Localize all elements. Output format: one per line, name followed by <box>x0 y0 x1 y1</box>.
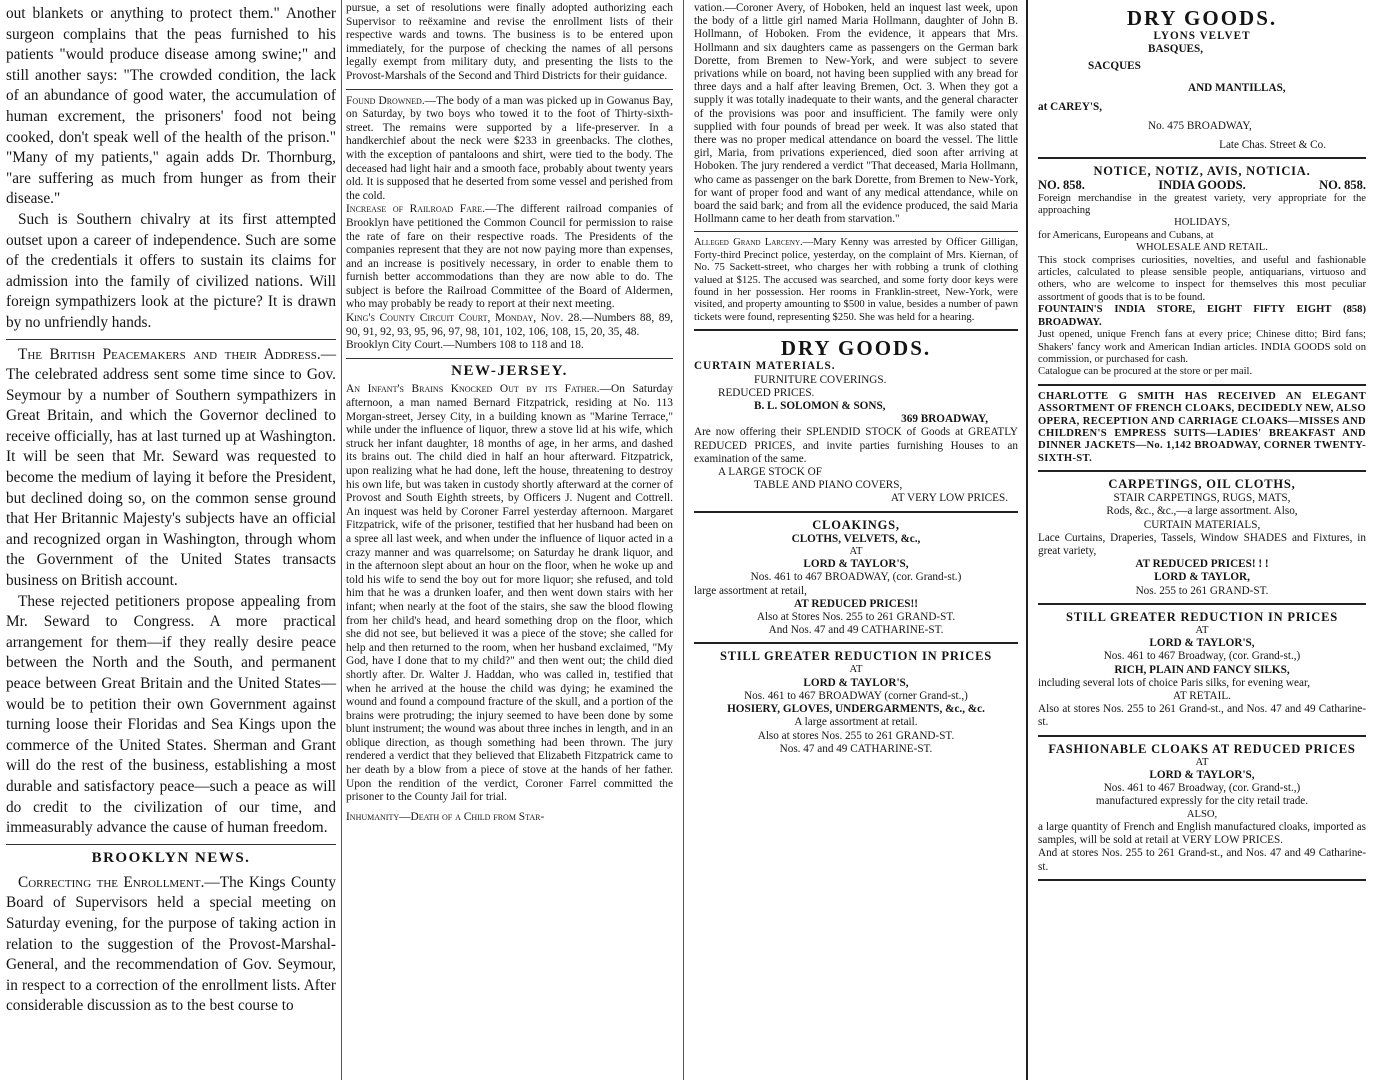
ad-line: This stock comprises curiosities, novelties, and useful and fashionable articles, calculated to please sensible people, antiquarians, virtuoso and others, who are welcome to inspect for themselves this most peculiar assortment of goods that is to be found. <box>1038 254 1366 303</box>
ad-line: FOUNTAIN'S INDIA STORE, EIGHT FIFTY EIGHT (858) BROADWAY. <box>1038 304 1366 328</box>
ad-line: SACQUES <box>1088 60 1141 73</box>
ad-line: WHOLESALE AND RETAIL. <box>1136 242 1268 254</box>
divider <box>1038 879 1366 881</box>
ad-line: Lace Curtains, Draperies, Tassels, Window SHADES and Fixtures, in great variety, <box>1038 531 1366 557</box>
divider <box>6 339 336 340</box>
ad-line: BASQUES, <box>1148 43 1204 56</box>
ad-line: large assortment at retail, <box>694 584 807 597</box>
ad-charlotte-smith: CHARLOTTE G SMITH HAS RECEIVED AN ELEGANT ASSORTMENT OF FRENCH CLOAKS, DECIDEDLY NEW, ALSO OPERA, RECEPTION AND CARRIAGE CLOAKS—MISSES AND CHILDREN'S EMPRESS SUITS—LADIES' BREAKFAST AND DINNER JACKETS—No. 1,142 BROADWAY, CORNER TWENTY-SIXTH-ST. <box>1038 390 1366 464</box>
ad-line: REDUCED PRICES. <box>718 386 815 399</box>
article-found-drowned <box>346 95 673 204</box>
ad-line: No. 475 BROADWAY, <box>1148 120 1252 133</box>
ad-line: Nos. 461 to 467 BROADWAY, (cor. Grand-st.) <box>750 571 962 584</box>
ad-still-greater-reduction <box>694 649 1018 756</box>
paragraph: out blankets or anything to protect them." Another surgeon complains that the peas furnished to his patients "would produce disease among swine;" and still another says: "The crowded condition, the lack of an abundance of good water, the accumulation of human excrement, the prisoners' food not being cooked, don't speak well of the health of the prison." "Many of my patients," again adds Dr. Thornburg, "are suffering as much from hunger as from their disease." <box>6 5 336 208</box>
article-lead: Correcting the Enrollment. <box>18 873 205 891</box>
ad-line: Also at Stores Nos. 255 to 261 GRAND-ST. <box>756 610 956 623</box>
paragraph: pursue, a set of resolutions were finally adopted authorizing each Supervisor to reëxamine and revise the enrollment lists of their respective wards and towns. The business is to be entered upon immediately, for the purpose of checking the names of all persons legally exempt from military duty, and presenting the lists to the Provost-Marshals of the Second and Third Districts for their guidance. <box>346 2 673 82</box>
ad-line: STILL GREATER REDUCTION IN PRICES <box>719 649 993 664</box>
paragraph: These rejected petitioners propose appealing from Mr. Seward to Congress. A more practical arrangement for them—if they really desire peace between the North and the South, and permanent peace between Great Britain and the United States—would be to petition their own Government against turning loose their Floridas and Sea Kings upon the commerce of the United States. Sherman and Grant will do the rest of the business, establishing a most durable and satisfactory peace—such a peace as will do credit to the civilization of our time, and immeasurably advance the cause of human freedom. <box>6 592 336 837</box>
ad-line: AT <box>849 664 863 676</box>
article-lead: Found Drowned. <box>346 94 425 107</box>
article-text: —The celebrated address sent some time since to Gov. Seymour by a number of Southern sympathizers in Great Britain, and which the Governor declined to receive officially, has at last turned up at Washington. It will be seen that Mr. Seward was requested to become the medium of laying it before the President, but declined doing so, on the common sense ground that Her Britannic Majesty's subjects have an official and recognized organ in Washington, through whom the Government of the United States transacts business on British account. <box>6 345 336 590</box>
article-railroad-fare <box>346 203 673 312</box>
article-text: —The body of a man was picked up in Gowanus Bay, on Saturday, by two boys who towed it to the foot of Thirty-sixth-street. The remains were supported by a life-preserver. In a handkerchief about the neck were $233 in greenbacks. The clothes, with the exception of pantaloons and shirt, were tied to the body. The deceased had light hair and a smooth face, probably about twenty years old. It is supposed that he deserted from some vessel and perished from the cold. <box>346 94 673 202</box>
column-rule <box>683 0 684 1080</box>
divider <box>6 844 336 845</box>
divider <box>1038 157 1366 159</box>
ad-line: CLOTHS, VELVETS, &c., <box>791 532 921 545</box>
ad-india-goods <box>1038 164 1366 378</box>
ad-line: LORD & TAYLOR'S, <box>803 558 909 571</box>
ad-line: LORD & TAYLOR, <box>1154 571 1250 584</box>
ad-line: including several lots of choice Paris silks, for evening wear, <box>1038 676 1311 689</box>
ad-carpetings <box>1038 477 1366 598</box>
ad-line: LYONS VELVET <box>1153 30 1251 42</box>
ad-line: Nos. 461 to 467 BROADWAY (corner Grand-st.,) <box>744 689 968 702</box>
ad-line: A LARGE STOCK OF <box>718 465 822 478</box>
divider <box>694 642 1018 644</box>
ad-line: Late Chas. Street & Co. <box>1219 139 1326 152</box>
ad-line: LORD & TAYLOR'S, <box>1149 769 1255 782</box>
article-lead: Increase of Railroad Fare. <box>346 203 485 216</box>
divider <box>694 511 1018 513</box>
divider <box>346 89 673 90</box>
ad-line: AT REDUCED PRICES! ! ! <box>1135 558 1269 571</box>
ad-line: Just opened, unique French fans at every price; Chinese ditto; Bird fans; Shakers' fancy work and American Indian articles. INDIA GOODS sold on commission, or purchased for cash. <box>1038 329 1366 365</box>
ad-number: NO. 858. <box>1038 178 1085 193</box>
ad-line: AT VERY LOW PRICES. <box>890 492 1008 505</box>
ad-line: at CAREY'S, <box>1038 100 1103 113</box>
article-grand-larceny <box>694 237 1018 324</box>
article-text: —The Kings County Board of Supervisors held a special meeting on Saturday evening, for the purpose of taking action in relation to the suggestion of the Provost-Marshal-General, and the recommendation of Gov. Seymour, in respect to a correction of the enrollment lists. After considerable discussion as to the best course to <box>6 873 336 1015</box>
ad-line: INDIA GOODS. <box>1158 178 1246 193</box>
ad-line: AT RETAIL. <box>1173 690 1231 702</box>
ad-line: ALSO, <box>1186 808 1218 820</box>
ad-line: RICH, PLAIN AND FANCY SILKS, <box>1114 663 1290 676</box>
ad-line: CLOAKINGS, <box>812 517 900 532</box>
ad-line: STILL GREATER REDUCTION IN PRICES <box>1065 609 1339 624</box>
ad-line: Are now offering their SPLENDID STOCK of Goods at GREATLY REDUCED PRICES, and invite parties furnishing Houses to an examination of the same. <box>694 426 1018 465</box>
ad-line: Nos. 47 and 49 CATHARINE-ST. <box>779 742 933 755</box>
column-local-news <box>342 0 677 1080</box>
article-text: —On Saturday afternoon, a man named Bernard Fitzpatrick, residing at No. 113 Morgan-street, Jersey City, in a building known as "Marine Terrace," while under the influence of liquor, threw a stove lid at his wife, which struck her infant daughter, 18 months of age, in her arms, and dashed its brains out. The child died in half an hour afterward. Fitzpatrick, upon realizing what he had done, left the house, threatening to destroy his own life, but was taken in custody shortly afterward at the corner of Provost and South Eighth streets, by Officers J. Nugent and Cottrell. An inquest was held by Coroner Farrel yesterday afternoon. Margaret Fitzpatrick, wife of the prisoner, testified that her husband had been on a spree all last week, and when under the influence of liquor acted in a crazy manner and was quarrelsome; on Saturday he drank liquor, and in the afternoon slept about an hour on the floor, when he woke up and told his wife to send the boy out for more liquor; she refused, and told him that he was a drunken loafer, and then went down stairs with her infant; when nearly at the foot of the stairs, she saw the blood flowing from her child's head, and heard something drop on the floor, which she did not see, but believed it was a piece of the stove; she called for help and then returned to the room, when her husband exclaimed, "My God, have I done that to my child?" and then went out; the child died shortly after. Dr. Walter J. Haddan, who was called in, testified that when he arrived at the house the child was dying; he examined the wound and found a compound fracture of the skull, and a portion of the brains were protruding; the injury seemed to have been done by some blunt instrument; the wound was about three inches in length, and in an oblique direction, as though something had been thrown. The jury rendered a verdict that they believed that Elizabeth Fitzpatrick came to her death by a blow from a piece of stove at the hands of her father. Upon the rendition of the verdict, Coroner Farrel committed the prisoner to the County Jail for trial. <box>346 383 673 804</box>
ad-line: TABLE AND PIANO COVERS, <box>754 479 903 492</box>
column-news-and-ads <box>690 0 1022 1080</box>
ad-line: Catalogue can be procured at the store or per mail. <box>1038 366 1253 378</box>
ad-line: B. L. SOLOMON & SONS, <box>754 399 886 412</box>
section-title-brooklyn: BROOKLYN NEWS. <box>91 849 251 866</box>
article-text: —Mary Kenny was arrested by Officer Gilligan, Forty-third Precinct police, yesterday, on the complaint of Mrs. Kiernan, of No. 75 Sackett-street, who charges her with robbing a trunk of clothing valued at $125. The accused was searched, and some forty door keys were found in her possession. Her rooms in Franklin-street, New-York, were visited, and property amounting to $500 in value, besides a number of pawn tickets were found, representing $250. She was held for a hearing. <box>694 237 1018 323</box>
ad-title: DRY GOODS. <box>1126 6 1278 30</box>
article-lead: The British Peacemakers and their Address. <box>18 345 321 363</box>
ad-line: Also at stores Nos. 255 to 261 Grand-st., and Nos. 47 and 49 Catharine-st. <box>1038 703 1366 729</box>
divider <box>1038 603 1366 605</box>
article-infant <box>346 383 673 804</box>
ad-line: Rods, &c., &c.,—a large assortment. Also, <box>1106 505 1298 518</box>
paragraph: vation.—Coroner Avery, of Hoboken, held an inquest last week, upon the body of a little girl named Maria Hollmann, daughter of John B. Hollmann, of Hoboken. From the evidence, it appears that Mrs. Hollmann and six daughters came as passengers on the German bark Dorette, from Bremen to New-York, and were subject to severe privations while on board, not having been supplied with any bread for three days and a half after leaving Bremen, Oct. 3. When they got a supply it was totally inadequate to their wants, and the general character of the provisions was poor and insufficient. The family were only supplied with four pounds of bread per week. It was also stated that there was no proper medical attendance on board the vessel. The little girl, Maria, from privations experienced, died soon after arriving at Hoboken. The jury rendered a verdict "That deceased, Maria Hollmann, who came as passenger on the bark Dorette, from Bremen to New-York, for want of proper food and want of any medical attendance, while on board the said bark; and from all the evidence produced, the said Maria Hollmann came to her death from starvation." <box>694 2 1018 226</box>
article-text: —Numbers 88, 89, 90, 91, 92, 93, 95, 96, 97, 98, 101, 102, 106, 108, 15, 20, 35, 48. <box>346 312 674 338</box>
ad-line: AT <box>1195 756 1209 768</box>
ad-line: A large assortment at retail. <box>794 716 918 729</box>
ad-line: AT <box>849 545 863 557</box>
ad-line <box>1038 179 1366 192</box>
ad-cloakings <box>694 518 1018 638</box>
ad-line: Foreign merchandise in the greatest variety, very appropriate for the approaching <box>1038 192 1366 217</box>
ad-line: AND MANTILLAS, <box>1188 81 1286 94</box>
divider <box>694 231 1018 232</box>
column-advertisements <box>1032 0 1370 1080</box>
article-lead: Alleged Grand Larceny. <box>694 237 803 249</box>
ad-line: LORD & TAYLOR'S, <box>803 676 909 689</box>
ad-line: CURTAIN MATERIALS, <box>1143 518 1261 531</box>
column-rule <box>1026 0 1028 1080</box>
article-lead: An Infant's Brains Knocked Out by its Father. <box>346 383 600 396</box>
article-text: —The different railroad companies of Brooklyn have petitioned the Common Council for permission to raise the rate of fare on their respective roads. The Presidents of the companies represent that they are not now paying more than expenses, and an increase is positively necessary, in order to enable them to furnish better accommodations than they are now able to do. The subject is before the Railroad Committee of the Board of Aldermen, who may probably be ready to report at their next meeting. <box>346 203 673 311</box>
ad-solomon <box>694 336 1018 505</box>
ad-number: NO. 858. <box>1319 178 1366 193</box>
ad-line: STAIR CARPETINGS, RUGS, MATS, <box>1113 492 1291 505</box>
ad-line: CARPETINGS, OIL CLOTHS, <box>1108 477 1296 492</box>
ad-line: LORD & TAYLOR'S, <box>1149 637 1255 650</box>
ad-line: manufactured expressly for the city retail trade. <box>1095 795 1309 808</box>
article-enrollment <box>6 873 336 1017</box>
ad-line: CURTAIN MATERIALS. <box>694 360 836 373</box>
ad-line: AT <box>1195 624 1209 636</box>
ad-line: NOTICE, NOTIZ, AVIS, NOTICIA. <box>1093 164 1311 179</box>
section-title-new-jersey: NEW-JERSEY. <box>451 362 568 379</box>
article-lead: King's County Circuit Court, Monday, Nov. 28. <box>346 312 583 325</box>
ad-line: FURNITURE COVERINGS. <box>754 373 887 386</box>
divider <box>694 329 1018 331</box>
ad-still-greater-reduction-silks <box>1038 610 1366 730</box>
ad-line: Nos. 461 to 467 Broadway, (cor. Grand-st.,) <box>1103 782 1301 795</box>
paragraph: Brooklyn City Court.—Numbers 108 to 118 and 18. <box>346 339 584 352</box>
column-editorial <box>0 0 340 1080</box>
ad-line: And at stores Nos. 255 to 261 Grand-st., and Nos. 47 and 49 Catharine-st. <box>1038 847 1366 873</box>
divider <box>1038 735 1366 737</box>
ad-line: HOLIDAYS, <box>1174 217 1230 229</box>
ad-line: Nos. 461 to 467 Broadway, (cor. Grand-st.,) <box>1103 650 1301 663</box>
article-british-peacemakers <box>6 345 336 592</box>
ad-carey <box>1038 6 1366 152</box>
ad-line: Also at stores Nos. 255 to 261 GRAND-ST. <box>757 729 955 742</box>
divider <box>1038 384 1366 386</box>
article-lead: Inhumanity—Death of a Child from Star- <box>346 810 545 823</box>
ad-line: HOSIERY, GLOVES, UNDERGARMENTS, &c., &c. <box>727 703 985 716</box>
article-circuit-court <box>346 312 673 339</box>
ad-fashionable-cloaks <box>1038 742 1366 874</box>
ad-line: 369 BROADWAY, <box>901 413 988 426</box>
ad-line: a large quantity of French and English manufactured cloaks, imported as samples, will be sold at retail at VERY LOW PRICES. <box>1038 821 1366 847</box>
ad-line: AT REDUCED PRICES!! <box>794 597 918 610</box>
ad-title: DRY GOODS. <box>780 336 932 361</box>
ad-line: Nos. 255 to 261 GRAND-ST. <box>1135 584 1269 597</box>
paragraph: Such is Southern chivalry at its first attempted outset upon a career of independence. Such are some of the credentials it offers to sustain its claims for admission into the family of civilized nations. Will foreign sympathizers look at the picture? It is drawn by no unfriendly hands. <box>6 210 336 331</box>
ad-line: FASHIONABLE CLOAKS AT REDUCED PRICES <box>1048 741 1356 756</box>
ad-line: And Nos. 47 and 49 CATHARINE-ST. <box>768 624 944 637</box>
divider <box>346 358 673 359</box>
divider <box>1038 470 1366 472</box>
ad-line: for Americans, Europeans and Cubans, at <box>1038 229 1214 241</box>
